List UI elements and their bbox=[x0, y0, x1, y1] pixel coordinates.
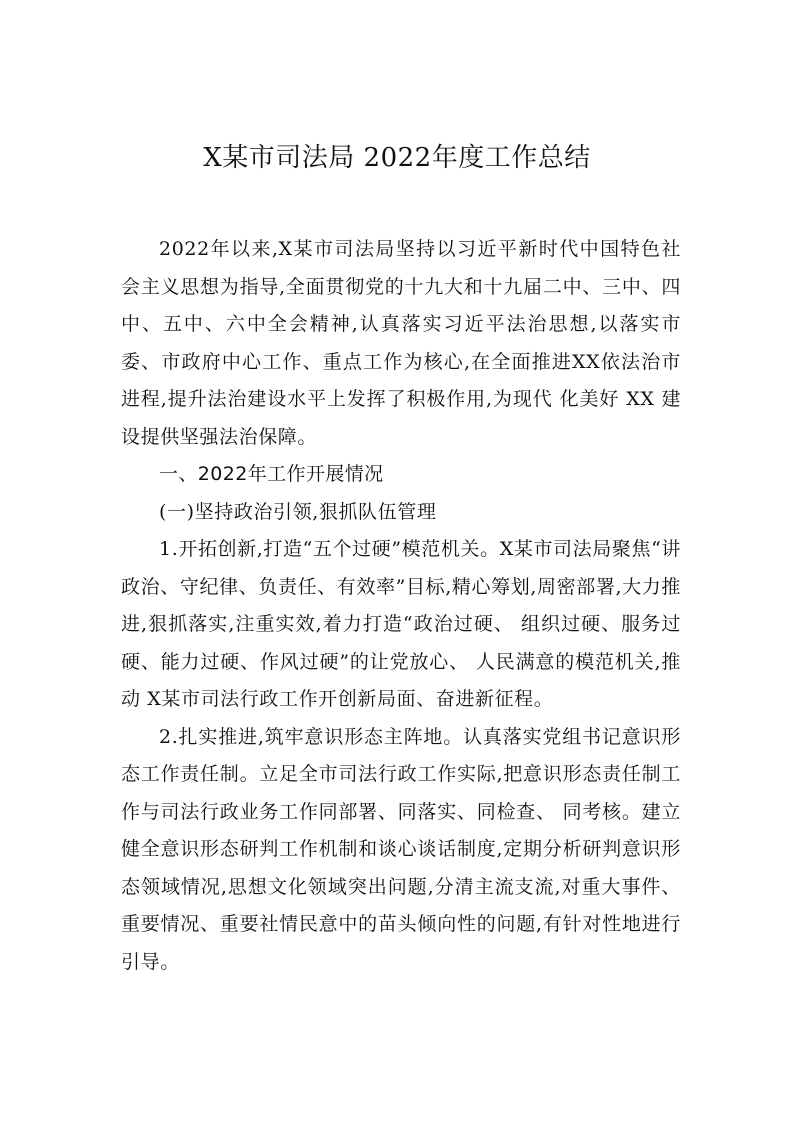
document-title: X某市司法局 2022年度工作总结 bbox=[203, 143, 591, 173]
item-1-paragraph: 1.开拓创新,打造“五个过硬”模范机关。X某市司法局聚焦“讲政治、守纪律、负责任、有效率”目标,精心筹划,周密部署,大力推进,狠抓落实,注重实效,着力打造“政治过硬、 组织过硬、服务过硬、能力过硬、作风过硬”的让党放心、 人民满意的模范机关,推动 X某市司法行政工作开创新局面、奋进新征程。 bbox=[121, 538, 681, 710]
item-2-paragraph: 2.扎实推进,筑牢意识形态主阵地。认真落实党组书记意识形态工作责任制。立足全市司法行政工作实际,把意识形态责任制工作与司法行政业务工作同部署、同落实、同检查、 同考核。建立健全意识形态研判工作机制和谈心谈话制度,定期分析研判意识形态领域情况,思想文化领域突出问题,分清主流支流,对重大事件、重要情况、重要社情民意中的苗头倾向性的问题,有针对性地进行引导。 bbox=[121, 725, 681, 973]
section-heading: 一、2022年工作开展情况 bbox=[159, 463, 384, 485]
document-body bbox=[121, 231, 681, 981]
intro-paragraph: 2022年以来,X某市司法局坚持以习近平新时代中国特色社会主义思想为指导,全面贯彻党的十九大和十九届二中、三中、四中、五中、六中全会精神,认真落实习近平法治思想,以落实市委、市政府中心工作、重点工作为核心,在全面推进XX依法治市进程,提升法治建设水平上发挥了积极作用,为现代 化美好 XX 建设提供坚强法治保障。 bbox=[121, 238, 681, 448]
subsection-heading: (一)坚持政治引领,狠抓队伍管理 bbox=[159, 500, 437, 523]
